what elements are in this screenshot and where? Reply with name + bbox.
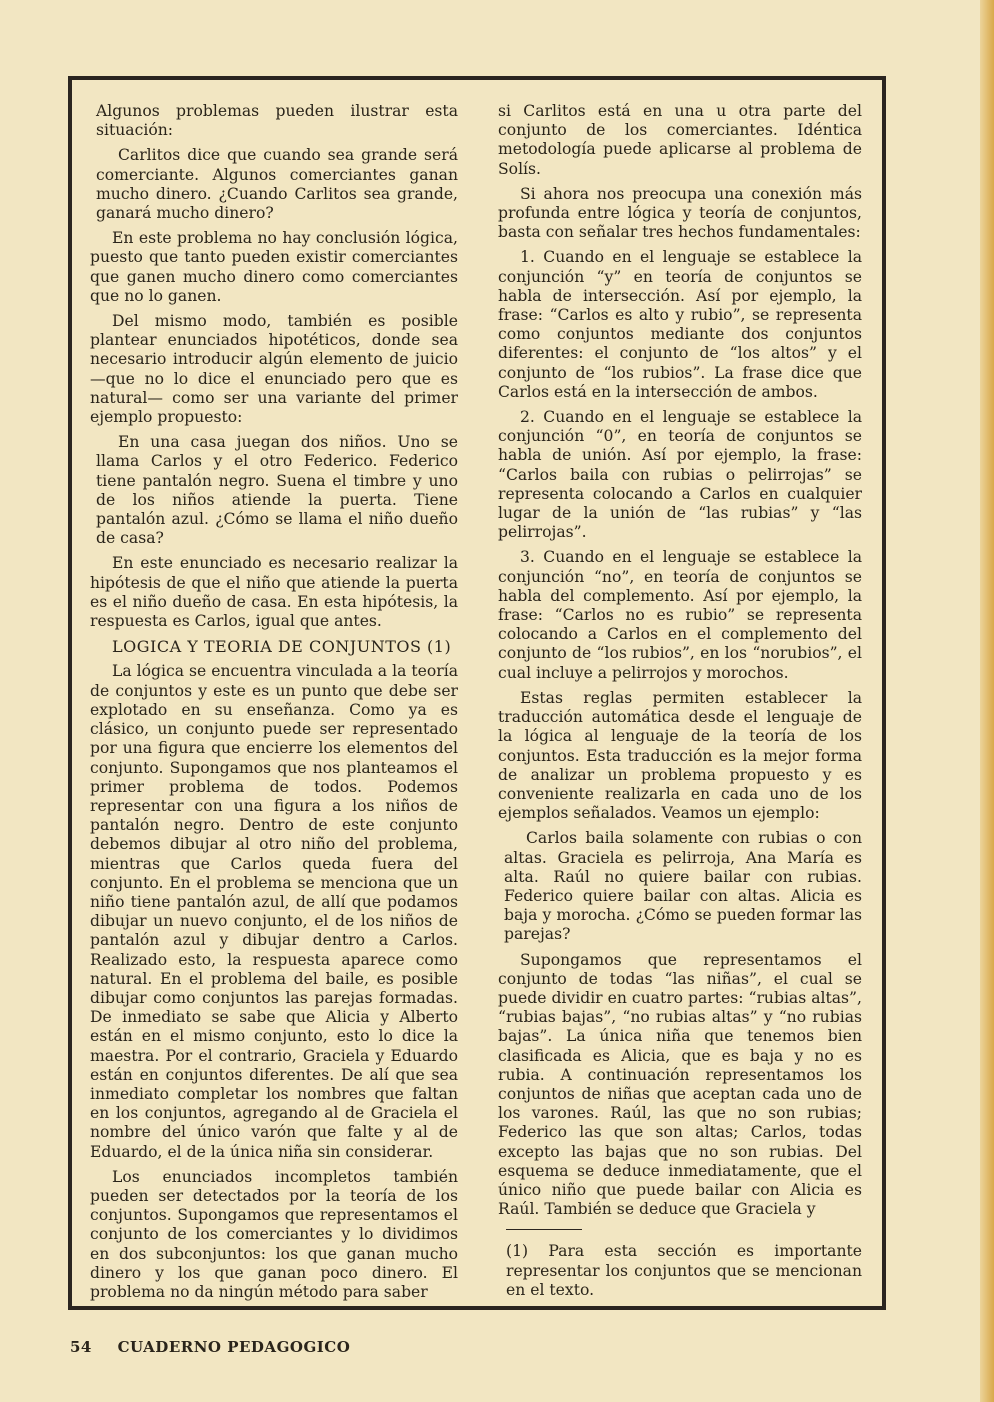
section-heading: LOGICA Y TEORIA DE CONJUNTOS (1) xyxy=(112,637,452,657)
page-number: 54 xyxy=(70,1338,92,1356)
paragraph: si Carlitos está en una u otra parte del conjunto de los comerciantes. Idéntica metodología puede aplicarse al problema de Solís. xyxy=(498,102,862,178)
paragraph: Si ahora nos preocupa una conexión más profunda entre lógica y teoría de conjuntos, basta con señalar tres hechos fundamentales: xyxy=(498,184,862,242)
paragraph: Algunos problemas pueden ilustrar esta situación: xyxy=(96,102,458,140)
paragraph: Los enunciados incompletos también pueden ser detectados por la teoría de los conjuntos. Supongamos que representamos el conjunto de los comerciantes y lo dividimos en dos subconjuntos: los que ganan mucho dinero y los que ganan poco dinero. El problema no da ningún método para saber xyxy=(90,1167,458,1301)
footnote: (1) Para esta sección es importante representar los conjuntos que se mencionan en el texto. xyxy=(506,1242,862,1299)
paragraph: En este problema no hay conclusión lógica, puesto que tanto pueden existir comerciantes que ganen mucho dinero como comerciantes que no lo ganen. xyxy=(90,229,458,305)
right-column xyxy=(498,102,862,1306)
left-column xyxy=(90,102,458,1308)
paragraph: Del mismo modo, también es posible plantear enunciados hipotéticos, donde sea necesario introducir algún elemento de juicio —que no lo dice el enunciado pero que es natural— como ser una variante del primer ejemplo propuesto: xyxy=(90,312,458,427)
numbered-fact-2: 2. Cuando en el lenguaje se establece la conjunción “0”, en teoría de conjuntos se habla de unión. Así por ejemplo, la frase: “Carlos baila con rubias o pelirrojas” se representa colocando a Carlos en cualquier lugar de la unión de “las rubias” y “las pelirrojas”. xyxy=(498,408,862,542)
problem-statement: En una casa juegan dos niños. Uno se llama Carlos y el otro Federico. Federico tiene pantalón negro. Suena el timbre y uno de los niños atiende la puerta. Tiene pantalón azul. ¿Cómo se llama el niño dueño de casa? xyxy=(96,433,458,548)
problem-statement: Carlitos dice que cuando sea grande será comerciante. Algunos comerciantes ganan mucho dinero. ¿Cuando Carlitos sea grande, ganará mucho dinero? xyxy=(96,146,458,223)
footnote-divider xyxy=(506,1229,582,1230)
publication-title: CUADERNO PEDAGOGICO xyxy=(117,1338,351,1356)
paragraph: Supongamos que representamos el conjunto de todas “las niñas”, el cual se puede dividir en cuatro partes: “rubias altas”, “rubias bajas”, “no rubias altas” y “no rubias bajas”. La única niña que tenemos bien clasificada es Alicia, que es baja y no es rubia. A continuación representamos los conjuntos de niñas que aceptan cada uno de los varones. Raúl, las que no son rubias; Federico las que son altas; Carlos, todas excepto las bajas que no son rubias. Del esquema se deduce inmediatamente, que el único niño que puede bailar con Alicia es Raúl. También se deduce que Graciela y xyxy=(498,950,862,1219)
paragraph: En este enunciado es necesario realizar la hipótesis de que el niño que atiende la puerta es el niño dueño de casa. En esta hipótesis, la respuesta es Carlos, igual que antes. xyxy=(90,554,458,631)
paragraph: La lógica se encuentra vinculada a la teoría de conjuntos y este es un punto que debe ser explotado en su enseñanza. Como ya es clásico, un conjunto puede ser representado por una figura que encierre los elementos del conjunto. Supongamos que nos planteamos el primer problema de todos. Podemos representar con una figura a los niños de pantalón negro. Dentro de este conjunto debemos dibujar al otro niño del problema, mientras que Carlos queda fuera del conjunto. En el problema se menciona que un niño tiene pantalón azul, de allí que podamos dibujar un nuevo conjunto, el de los niños de pantalón azul y dibujar dentro a Carlos. Realizado esto, la respuesta aparece como natural. En el problema del baile, es posible dibujar como conjuntos las parejas formadas. De inmediato se sabe que Alicia y Alberto están en el mismo conjunto, esto lo dice la maestra. Por el contrario, Graciela y Eduardo están en conjuntos diferentes. De alí que sea inmediato completar los nombres que faltan en los conjuntos, agregando al de Graciela el nombre del único varón que falte y al de Eduardo, el de la única niña sin considerar. xyxy=(90,662,458,1161)
numbered-fact-1: 1. Cuando en el lenguaje se establece la conjunción “y” en teoría de conjuntos se habla de intersección. Así por ejemplo, la frase: “Carlos es alto y rubio”, se representa como conjuntos mediante dos conjuntos diferentes: el conjunto de “los altos” y el conjunto de “los rubios”. La frase dice que Carlos está en la intersección de ambos. xyxy=(498,248,862,401)
problem-statement: Carlos baila solamente con rubias o con altas. Graciela es pelirroja, Ana María es alta. Raúl no quiere bailar con rubias. Federico quiere bailar con altas. Alicia es baja y morocha. ¿Cómo se pueden formar las parejas? xyxy=(504,829,862,944)
page-footer xyxy=(70,1338,370,1356)
paragraph: Estas reglas permiten establecer la traducción automática desde el lenguaje de la lógica al lenguaje de la teoría de los conjuntos. Esta traducción es la mejor forma de analizar un problema propuesto y es conveniente realizarla en cada uno de los ejemplos señalados. Veamos un ejemplo: xyxy=(498,688,862,823)
numbered-fact-3: 3. Cuando en el lenguaje se establece la conjunción “no”, en teoría de conjuntos se habla del complemento. Así por ejemplo, la frase: “Carlos no es rubio” se representa colocando a Carlos en el complemento del conjunto de “los rubios”, en los “norubios”, el cual incluye a pelirrojos y morochos. xyxy=(498,548,862,682)
page-edge xyxy=(980,0,994,1402)
